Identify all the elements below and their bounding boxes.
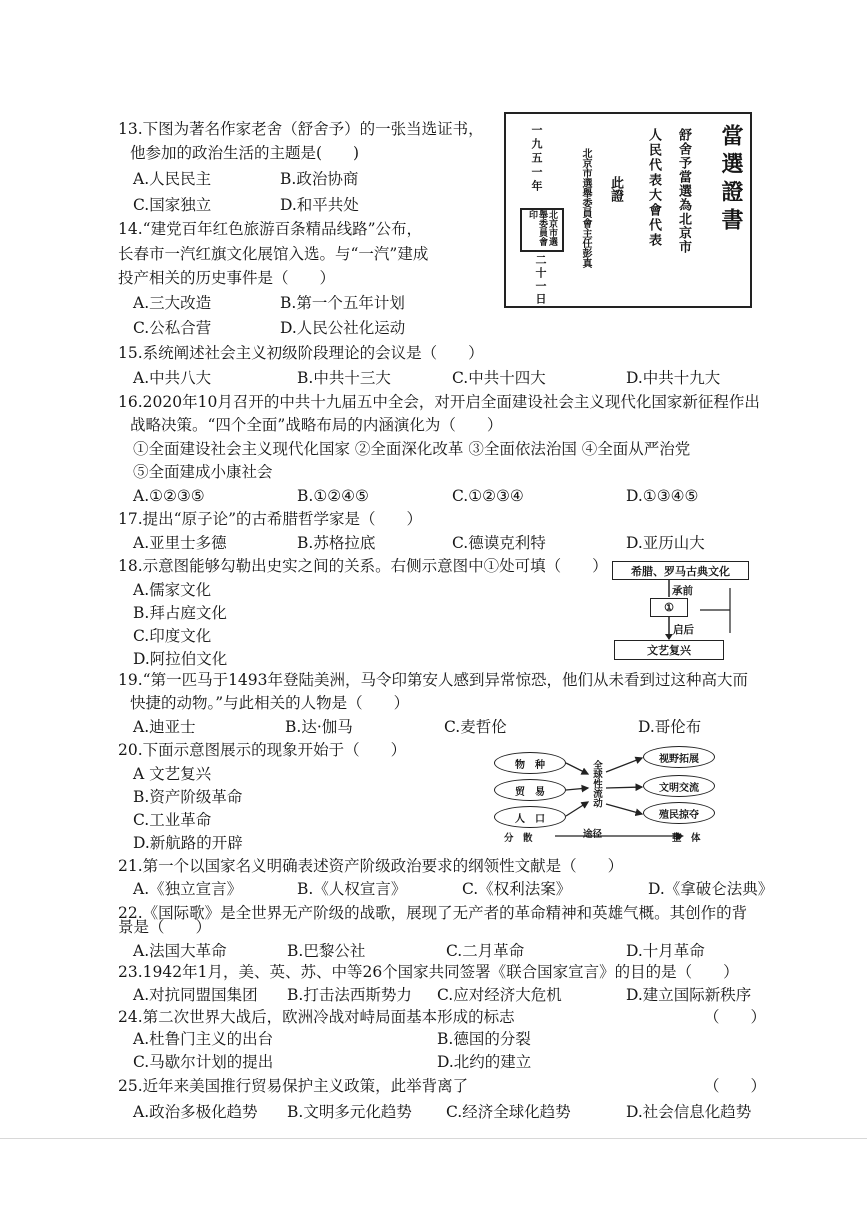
q15-option-d: D.中共十九大 — [626, 369, 721, 387]
q24-option-c: C.马歇尔计划的提出 — [133, 1053, 274, 1071]
q20-option-a: A 文艺复兴 — [133, 765, 212, 783]
q17-line-1: 17.提出“原子论”的古希腊哲学家是（ ） — [118, 510, 422, 528]
diagram18-mid-box: ① — [650, 598, 688, 617]
q13-option-a: A.人民民主 — [133, 170, 212, 188]
q19-option-d: D.哥伦布 — [638, 718, 702, 736]
q17-option-a: A.亚里士多德 — [133, 534, 227, 552]
q16-option-d: D.①③④⑤ — [626, 487, 699, 505]
diagram18-edge-2: 启后 — [673, 624, 694, 636]
certificate-seal — [520, 208, 564, 252]
q16-line-2: 战略决策。“四个全面”战略布局的内涵演化为（ ） — [130, 416, 503, 434]
q25-line-2: （ ） — [704, 1077, 767, 1095]
q20-line-1: 20.下面示意图展示的现象开始于（ ） — [118, 741, 407, 759]
q13-option-b: B.政治协商 — [280, 170, 359, 188]
q18-option-d: D.阿拉伯文化 — [133, 650, 228, 668]
q13-option-c: C.国家独立 — [133, 196, 212, 214]
q24-option-d: D.北约的建立 — [437, 1053, 532, 1071]
q17-option-b: B.苏格拉底 — [297, 534, 376, 552]
q16-line-1: 16.2020年10月召开的中共十九届五中全会，对开启全面建设社会主义现代化国家新征程作出 — [118, 393, 760, 411]
q14-option-d: D.人民公社化运动 — [280, 319, 406, 337]
election-certificate-image — [504, 112, 752, 308]
q15-option-a: A.中共八大 — [133, 369, 212, 387]
diagram18-bottom-box: 文艺复兴 — [614, 640, 724, 660]
q18-option-b: B.拜占庭文化 — [133, 604, 227, 622]
q15-option-c: C.中共十四大 — [452, 369, 546, 387]
q25-line-1: 25.近年来美国推行贸易保护主义政策，此举背离了 — [118, 1077, 469, 1095]
certificate-issuer: 北京市選舉委員會主任彭真 — [580, 148, 591, 268]
q19-line-1: 19.“第一匹马于1493年登陆美洲，马令印第安人感到异常惊恐，他们从未看到过这种高大而 — [118, 671, 749, 689]
q19-option-b: B.达·伽马 — [285, 718, 353, 736]
q15-line-1: 15.系统阐述社会主义初级阶段理论的会议是（ ） — [118, 344, 484, 362]
q21-option-a: A.《独立宣言》 — [133, 880, 243, 898]
q22-option-b: B.巴黎公社 — [287, 942, 366, 960]
q16-option-c: C.①②③④ — [452, 487, 524, 505]
q17-option-c: C.德谟克利特 — [452, 534, 546, 552]
q24-line-2: （ ） — [704, 1008, 767, 1026]
q14-line-1: 14.“建党百年红色旅游百条精品线路”公布， — [118, 220, 422, 238]
q25-option-b: B.文明多元化趋势 — [287, 1103, 412, 1121]
diagram20-bottom-left: 分 散 — [504, 833, 533, 844]
q20-option-c: C.工业革命 — [133, 811, 212, 829]
q25-option-a: A.政治多极化趋势 — [133, 1103, 258, 1121]
q18-option-c: C.印度文化 — [133, 627, 212, 645]
q14-line-2: 长春市一汽红旗文化展馆入选。与“一汽”建成 — [118, 245, 429, 263]
diagram20-left-3: 人 口 — [494, 806, 566, 828]
q19-option-a: A.迪亚士 — [133, 718, 196, 736]
q18-line-1: 18.示意图能够勾勒出史实之间的关系。右侧示意图中①处可填（ ） — [118, 557, 608, 575]
q14-option-b: B.第一个五年计划 — [280, 294, 405, 312]
q23-line-1: 23.1942年1月，美、英、苏、中等26个国家共同签署《联合国家宣言》的目的是（ ） — [118, 963, 739, 981]
diagram18-edge-1: 承前 — [672, 585, 693, 597]
q18-option-a: A.儒家文化 — [133, 581, 212, 599]
q21-option-b: B.《人权宣言》 — [297, 880, 407, 898]
q13-line-1: 13.下图为著名作家老舍（舒舍予）的一张当选证书， — [118, 120, 484, 138]
q21-option-c: C.《权利法案》 — [462, 880, 572, 898]
q23-option-a: A.对抗同盟国集团 — [133, 986, 258, 1004]
certificate-date-left: 一九五一年 — [530, 124, 543, 194]
q21-option-d: D.《拿破仑法典》 — [648, 880, 774, 898]
diagram20-left-1: 物 种 — [494, 752, 566, 774]
q19-line-2: 快捷的动物。”与此相关的人物是（ ） — [130, 694, 410, 712]
q23-option-b: B.打击法西斯势力 — [287, 986, 412, 1004]
q25-option-d: D.社会信息化趋势 — [626, 1103, 752, 1121]
q16-option-b: B.①②④⑤ — [297, 487, 369, 505]
q16-option-a: A.①②③⑤ — [133, 487, 205, 505]
q16-line-4: ⑤全面建成小康社会 — [133, 463, 273, 481]
q15-option-b: B.中共十三大 — [297, 369, 391, 387]
q20-option-b: B.资产阶级革命 — [133, 788, 243, 806]
q24-option-b: B.德国的分裂 — [437, 1030, 531, 1048]
diagram20-bottom-right: 整 体 — [672, 833, 701, 844]
q17-option-d: D.亚历山大 — [626, 534, 705, 552]
q24-option-a: A.杜鲁门主义的出台 — [133, 1030, 274, 1048]
diagram20-right-1: 视野拓展 — [643, 746, 715, 768]
q22-option-c: C.二月革命 — [446, 942, 525, 960]
page-bottom-divider — [0, 1138, 867, 1139]
q16-line-3: ①全面建设社会主义现代化国家 ②全面深化改革 ③全面依法治国 ④全面从严治党 — [133, 440, 691, 458]
q22-line-1: 22.《国际歌》是全世界无产阶级的战歌，展现了无产者的革命精神和英雄气概。其创作的背 — [118, 904, 748, 922]
q23-option-c: C.应对经济大危机 — [437, 986, 562, 1004]
q22-option-a: A.法国大革命 — [133, 942, 227, 960]
q24-line-1: 24.第二次世界大战后，欧洲冷战对峙局面基本形成的标志 — [118, 1008, 515, 1026]
q14-line-3: 投产相关的历史事件是（ ） — [118, 269, 336, 287]
q25-option-c: C.经济全球化趋势 — [446, 1103, 571, 1121]
q19-option-c: C.麦哲伦 — [444, 718, 507, 736]
diagram20-center: 全球性流动 — [591, 760, 602, 808]
q13-option-d: D.和平共处 — [280, 196, 359, 214]
certificate-date-right: 二十一日 — [534, 254, 547, 306]
diagram20-bottom-mid: 途径 — [583, 829, 603, 840]
diagram20-right-2: 文明交流 — [643, 775, 715, 797]
diagram20-left-2: 贸 易 — [494, 779, 566, 801]
q14-option-c: C.公私合营 — [133, 319, 212, 337]
q21-line-1: 21.第一个以国家名义明确表述资产阶级政治要求的纲领性文献是（ ） — [118, 857, 624, 875]
certificate-body-2: 人民代表大會代表 — [646, 128, 661, 248]
certificate-seal-text: 北京市選舉委員會印 — [527, 210, 557, 246]
certificate-title: 當選證書 — [718, 124, 744, 236]
q20-option-d: D.新航路的开辟 — [133, 834, 243, 852]
q22-option-d: D.十月革命 — [626, 942, 705, 960]
q22-line-2: 景是（ ） — [118, 918, 212, 936]
certificate-body-1: 舒舍予當選為北京市 — [676, 128, 691, 254]
q23-option-d: D.建立国际新秩序 — [626, 986, 752, 1004]
certificate-body-3: 此證 — [608, 176, 623, 202]
diagram20-right-3: 殖民掠夺 — [643, 802, 715, 824]
q13-line-2: 他参加的政治生活的主题是( ) — [130, 144, 360, 162]
diagram18-top-box: 希腊、罗马古典文化 — [612, 561, 749, 580]
q14-option-a: A.三大改造 — [133, 294, 212, 312]
